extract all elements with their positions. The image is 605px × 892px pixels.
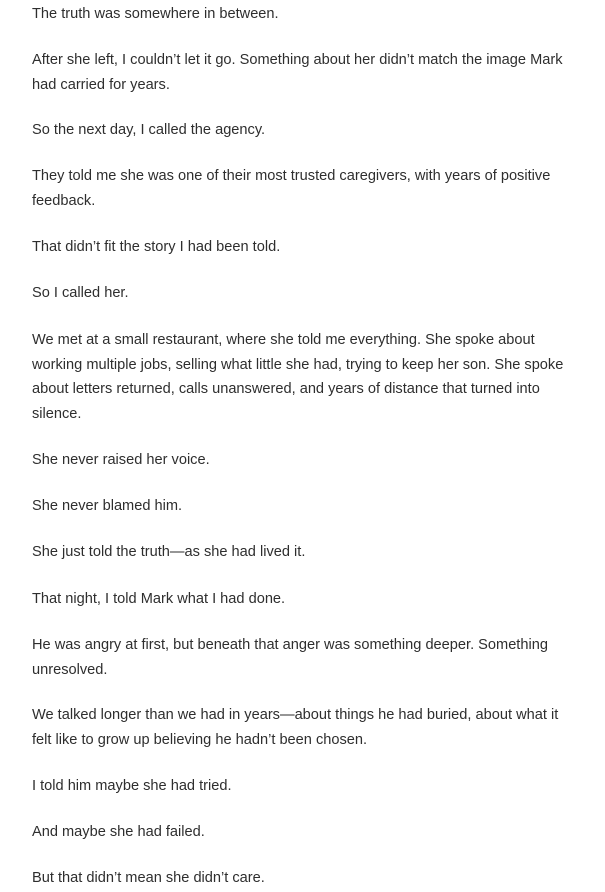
paragraph: She never raised her voice. bbox=[32, 452, 210, 468]
paragraph: We met at a small restaurant, where she told me everything. She spoke about working multiple jobs, selling what little she had, trying to keep her son. She spoke about letters returned, calls unanswered, and years of distance that turned into silence. bbox=[32, 332, 564, 422]
paragraph: I told him maybe she had tried. bbox=[32, 778, 232, 794]
paragraph: She never blamed him. bbox=[32, 498, 183, 514]
paragraph: He was angry at first, but beneath that anger was something deeper. Something unresolved. bbox=[32, 637, 548, 678]
paragraph: That night, I told Mark what I had done. bbox=[32, 591, 286, 607]
paragraph: But that didn’t mean she didn’t care. bbox=[32, 870, 265, 886]
paragraph: And maybe she had failed. bbox=[32, 824, 205, 840]
paragraph: She just told the truth—as she had lived it. bbox=[32, 544, 306, 560]
paragraph: So I called her. bbox=[32, 285, 129, 301]
paragraph: We talked longer than we had in years—about things he had buried, about what it felt like to grow up believing he hadn’t been chosen. bbox=[32, 707, 559, 748]
paragraph: So the next day, I called the agency. bbox=[32, 122, 266, 138]
paragraph: After she left, I couldn’t let it go. Something about her didn’t match the image Mark had carried for years. bbox=[32, 52, 563, 93]
paragraph: That didn’t fit the story I had been told. bbox=[32, 239, 281, 255]
paragraph: The truth was somewhere in between. bbox=[32, 6, 279, 22]
paragraph: They told me she was one of their most trusted caregivers, with years of positive feedback. bbox=[32, 168, 551, 209]
